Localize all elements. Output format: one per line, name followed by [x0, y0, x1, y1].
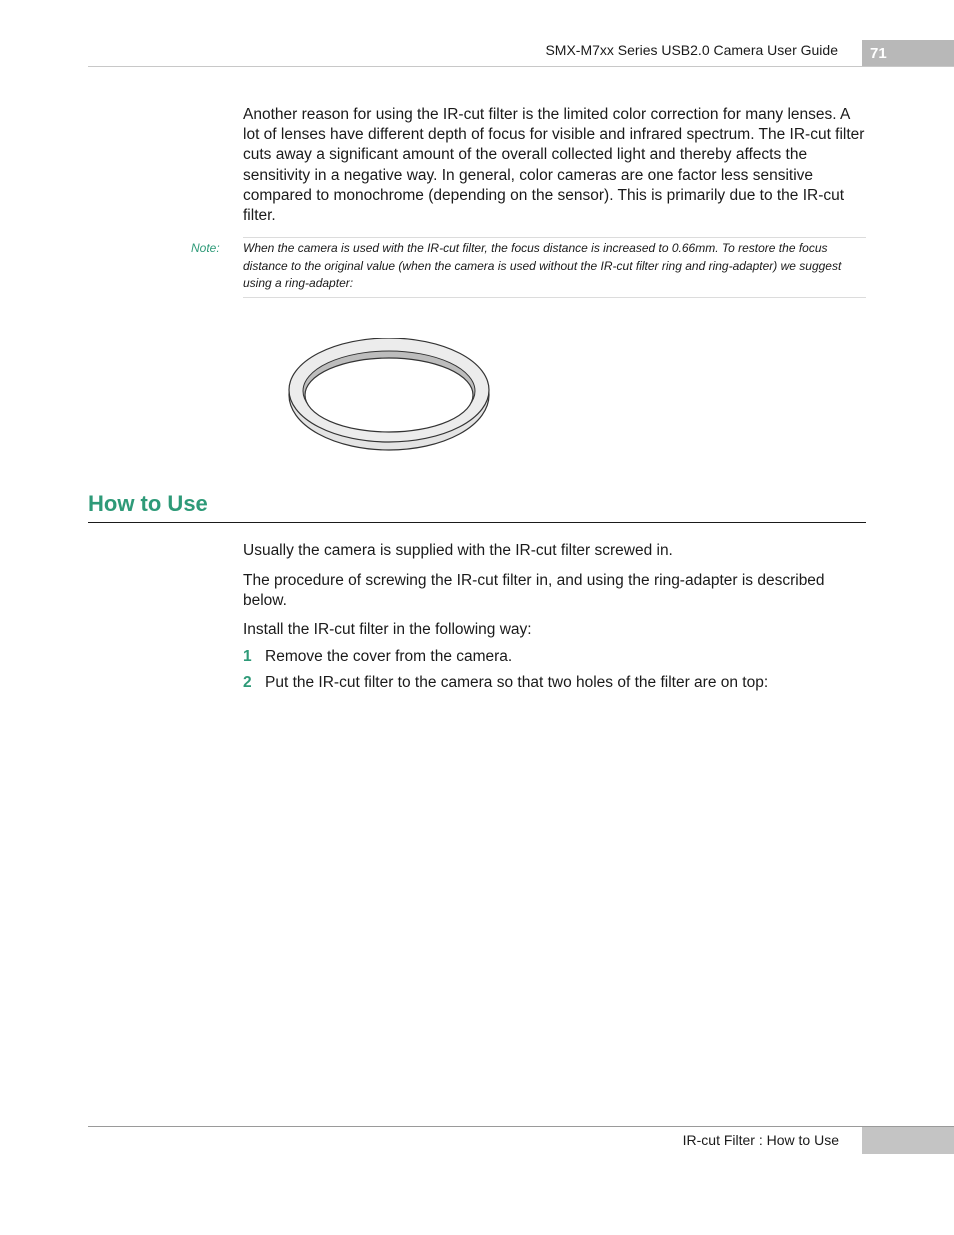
footer-divider: [88, 1126, 954, 1127]
step-number: 2: [243, 674, 252, 691]
section-divider: [88, 522, 866, 523]
document-title: SMX-M7xx Series USB2.0 Camera User Guide: [545, 42, 838, 58]
section-paragraph: Usually the camera is supplied with the IR-cut filter screwed in.: [243, 542, 673, 559]
footer-tab: [862, 1127, 954, 1154]
step-text: Put the IR-cut filter to the camera so that two holes of the filter are on top:: [265, 674, 769, 691]
note-text: When the camera is used with the IR-cut filter, the focus distance is increased to 0.66mm. To restore the focus distance to the original value (when the camera is used without the IR-cut filter ring and ring-adapter) we suggest using a ring-adapter:: [243, 241, 842, 290]
section-paragraph: The procedure of screwing the IR-cut filter in, and using the ring-adapter is described below.: [243, 572, 825, 610]
step-text: Remove the cover from the camera.: [265, 648, 513, 665]
header-divider: [88, 66, 954, 67]
footer-section-title: IR-cut Filter : How to Use: [682, 1132, 839, 1148]
intro-paragraph: Another reason for using the IR-cut filter is the limited color correction for many lenses. A lot of lenses have different depth of focus for visible and infrared spectrum. The IR-cut filter cuts away a significant amount of the overall collected light and thereby affects the sensitivity in a negative way. In general, color cameras are one factor less sensitive compared to monochrome (depending on the sensor). This is primarily due to the IR-cut filter.: [243, 106, 865, 225]
section-heading: How to Use: [88, 491, 208, 516]
page-number: 71: [862, 40, 954, 67]
note-top-divider: [243, 237, 866, 238]
ring-adapter-illustration: [283, 338, 495, 456]
section-paragraph: Install the IR-cut filter in the following way:: [243, 621, 532, 638]
ring-adapter-icon: [283, 338, 495, 456]
note-label: Note:: [191, 241, 220, 255]
step-number: 1: [243, 648, 252, 665]
note-bottom-divider: [243, 297, 866, 298]
